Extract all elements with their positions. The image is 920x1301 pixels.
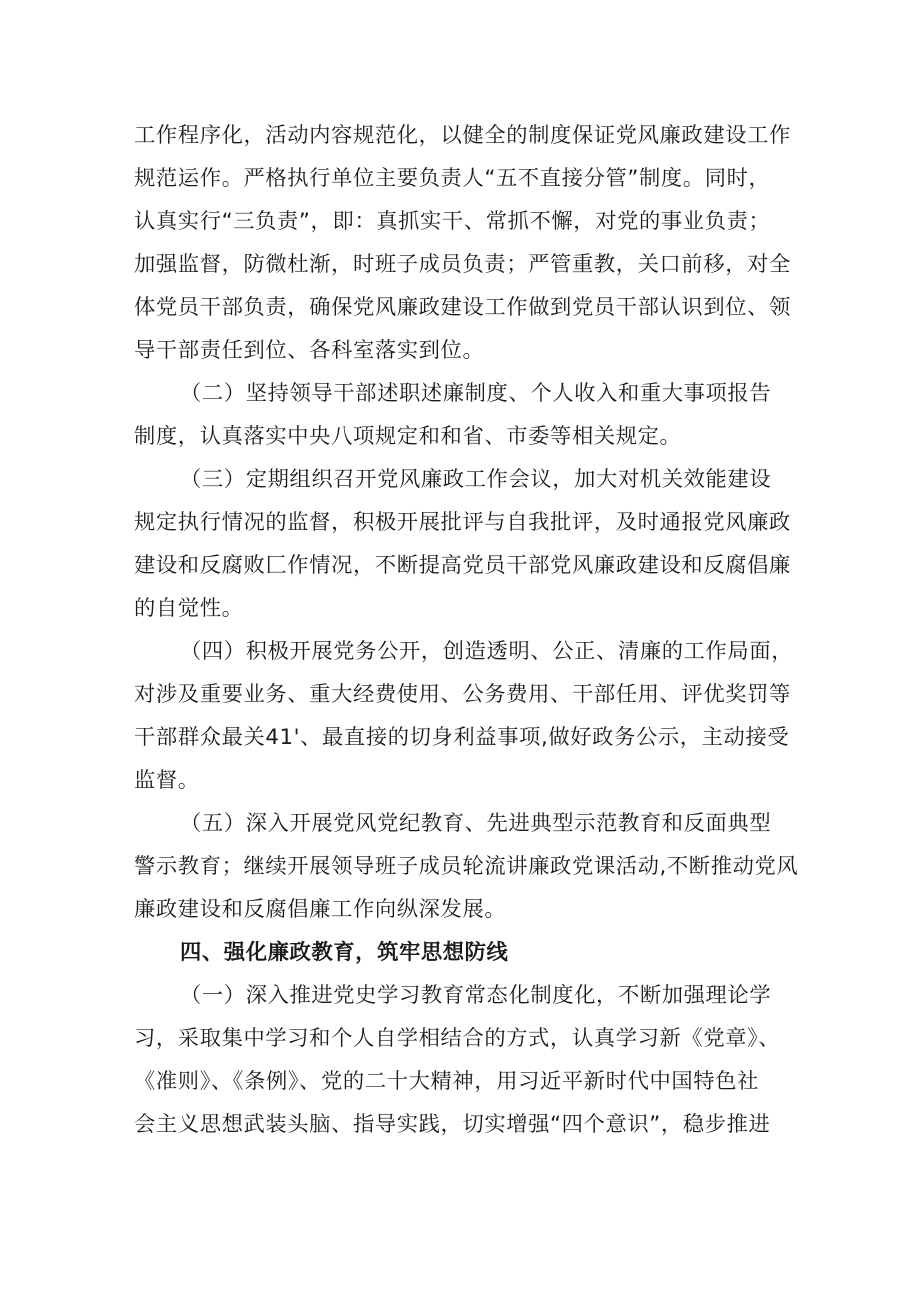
text-line: 工作程序化，活动内容规范化，以健全的制度保证党风廉政建设工作: [134, 123, 791, 148]
text-line: 导干部责任到位、各科室落实到位。: [134, 338, 485, 363]
text-line: 体党员干部负责，确保党风廉政建设工作做到党员干部认识到位、领: [134, 295, 791, 320]
paragraph-item-4-first-line: （四）积极开展党务公开，创造透明、公正、清廉的工作局面，: [180, 639, 794, 664]
text-line: 习，采取集中学习和个人自学相结合的方式，认真学习新《党章》、: [134, 1026, 781, 1051]
text-line: 廉政建设和反腐倡廉工作向纵深发展。: [134, 897, 507, 922]
text-line: 对涉及重要业务、重大经费使用、公务费用、干部任用、评优奖罚等: [134, 682, 791, 707]
paragraph-item-5-first-line: （五）深入开展党风党纪教育、先进典型示范教育和反面典型: [180, 811, 772, 836]
section-paragraph-first-line: （一）深入推进党史学习教育常态化制度化，不断加强理论学: [180, 983, 772, 1008]
section-heading: 四、强化廉政教育，筑牢思想防线: [180, 940, 509, 965]
text-line: 监督。: [134, 768, 200, 793]
text-line: 建设和反腐败匚作情况，不断提高党员干部党风廉政建设和反腐倡廉: [134, 553, 791, 578]
text-line: 干部群众最关41'、最直接的切身利益事项,做好政务公示，主动接受: [134, 725, 790, 750]
text-line: 的自觉性。: [134, 596, 244, 621]
text-line: 《准则》、《条例》、党的二十大精神，用习近平新时代中国特色社: [134, 1069, 759, 1094]
paragraph-item-3-first-line: （三）定期组织召开党风廉政工作会议，加大对机关效能建设: [180, 467, 772, 492]
text-line: 规范运作。严格执行单位主要负责人“五不直接分管”制度。同时，: [134, 166, 771, 191]
paragraph-item-2-first-line: （二）坚持领导干部述职述廉制度、个人收入和重大事项报告: [180, 381, 772, 406]
text-line: 认真实行“三负责”，即：真抓实干、常抓不懈，对党的事业负责；: [134, 209, 771, 234]
text-line: 规定执行情况的监督，积极开展批评与自我批评，及时通报党风廉政: [134, 510, 791, 535]
text-line: 会主义思想武装头脑、指导实践，切实增强“四个意识”，稳步推进: [134, 1112, 771, 1137]
text-line: 加强监督，防微杜渐，时班子成员负责；严管重教，关口前移，对全: [134, 252, 791, 277]
text-line: 制度，认真落实中央八项规定和和省、市委等相关规定。: [134, 424, 682, 449]
text-line: 警示教育；继续开展领导班子成员轮流讲廉政党课活动,不断推动党风: [134, 854, 799, 879]
